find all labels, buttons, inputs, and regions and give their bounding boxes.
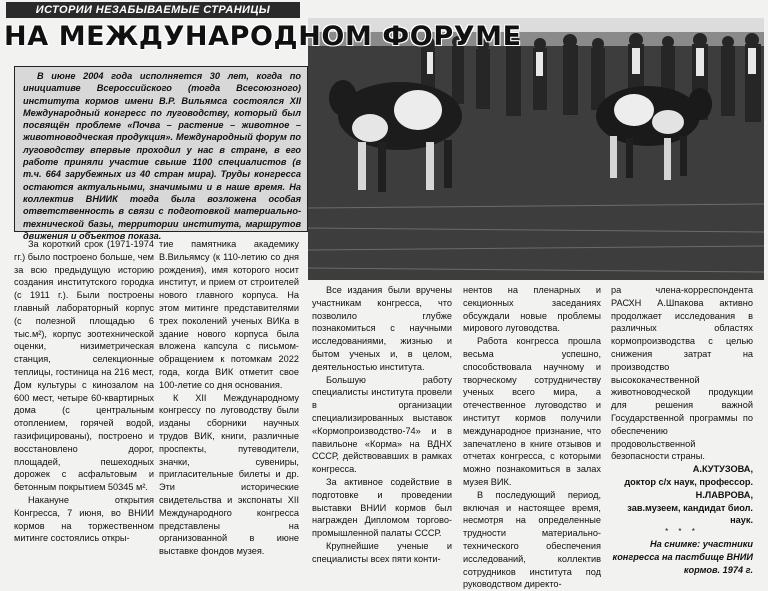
divider-stars: * * * <box>665 527 699 537</box>
paragraph: Работа конгресса прошла весьма успешно, способствовала научному и творческому сотрудничеству ученых всего мира, а отечественное луговодство и институт кормов получили международное признание, что запечатлено в книге отзывов и отчетах конгресса, с которыми можно познакомиться в залах музея ВИК. <box>463 336 601 487</box>
news-photo <box>308 18 764 280</box>
paragraph: ра члена-корреспондента РАСХН А.Шпакова активно продолжает исследования в различных областях кормопроизводства с целью снижения затрат на производство высококачественной животноводческой продукции для решения важной Государственной программы по обеспечению продовольственной безопасности страны. <box>611 285 753 462</box>
column-3 <box>312 284 452 564</box>
paragraph: тие памятника академику В.Вильямсу (к 110-летию со дня рождения), имя которого носит институт, и прием от строителей нового главного корпуса. На этом митинге представителями трех поколений ученых ВИКа в здание нового корпуса была вложена капсула с письмом-обращением к потомкам 2022 года, когда ВИК отметит свое 100-летие со дня основания. <box>159 239 299 390</box>
paragraph: В последующий период, включая и настоящее время, несмотря на определенные трудности материально-технического обеспечения исследований, коллектив сотрудников института под руководством директо- <box>463 489 601 590</box>
author-2-name: Н.ЛАВРОВА, <box>695 489 753 500</box>
paragraph: За активное содействие в подготовке и проведении выставки ВНИИ кормов был награжден Дипломом торгово-промышленной палаты СССР. <box>312 476 452 539</box>
section-rubric: ИСТОРИИ НЕЗАБЫВАЕМЫЕ СТРАНИЦЫ <box>6 2 300 18</box>
column-1 <box>14 238 154 561</box>
headline: НА МЕЖДУНАРОДНОМ ФОРУМЕ <box>4 21 522 52</box>
lead-text: В июне 2004 года исполняется 30 лет, когда по инициативе Всероссийского (тогда Всесоюзного) института кормов имени В.Р. Вильямса состоялся XII Международный конгресс по луговодству, который был посвящён проблеме «Почва – растение – животное – животноводческая продукция». Международный форум по луговодству впервые проходил у нас в стране, в его работе приняли участие свыше 1100 специалистов (в т.ч. 664 зарубежных из 40 стран мира). Труды конгресса остаются актуальными, значимыми и в наше время. На коллектив ВНИИК тогда была возложена особая ответственность в связи с подготовкой материально-технической базы, территории института, маршрутов движения и объектов показа. <box>23 71 301 241</box>
pasture-photo-illustration <box>308 18 764 280</box>
column-5 <box>611 284 753 575</box>
column-2 <box>159 238 299 561</box>
author-1-title: доктор с/х наук, профессор. <box>624 476 753 487</box>
paragraph: К XII Международному конгрессу по луговодству были изданы сборники научных трудов ВИК, книги, различные проспекты, путеводители, значки, сувениры, пригласительные билеты и др. Эти исторические свидетельства и экспонаты XII Международного конгресса представлены на организованной в июне выставке фондов музея. <box>159 392 299 557</box>
paragraph: Накануне открытия Конгресса, 7 июня, во ВНИИ кормов на торжественном митинге состоялись откры- <box>14 494 154 544</box>
paragraph: Крупнейшие ученые и специалисты всех пяти конти- <box>312 540 452 564</box>
paragraph: нентов на пленарных и секционных заседаниях обсуждали новые проблемы мирового луговодства. <box>463 285 601 334</box>
photo-caption: На снимке: участники конгресса на пастбище ВНИИ кормов. 1974 г. <box>612 539 753 575</box>
column-4 <box>463 284 601 590</box>
author-2-title: зав.музеем, кандидат биол. наук. <box>627 502 753 526</box>
paragraph: Большую работу специалисты института провели в организации специализированных выставок «Кормопроизводство-74» и в павильоне «Корма» на ВДНХ СССР, действовавших в рамках конгресса. <box>312 374 452 475</box>
lead-box <box>14 66 308 241</box>
paragraph: За короткий срок (1971-1974 гг.) было построено больше, чем за всю предыдущую историю создания институтского городка (с 1911 г.). Были построены главный лабораторный корпус (с полезной площадью 6 тыс.м²), корпус зоотехнической оценки, низиметрическая станция, селекционные теплицы, гостиница на 216 мест, Дом культуры с кинозалом на 600 мест, четыре 60-квартирных дома (с центральным отоплением, горячей водой, газифицированы), построено и восстановлено дорог, площадей, пешеходных дорожек с асфальтовым и бетонным покрытием 50345 м². <box>14 239 154 493</box>
paragraph: Все издания были вручены участникам конгресса, что позволило глубже познакомиться с научными исследованиями, жизнью и бытом ученых и, в целом, деятельностью института. <box>312 285 452 372</box>
author-1-name: А.КУТУЗОВА, <box>692 464 753 475</box>
